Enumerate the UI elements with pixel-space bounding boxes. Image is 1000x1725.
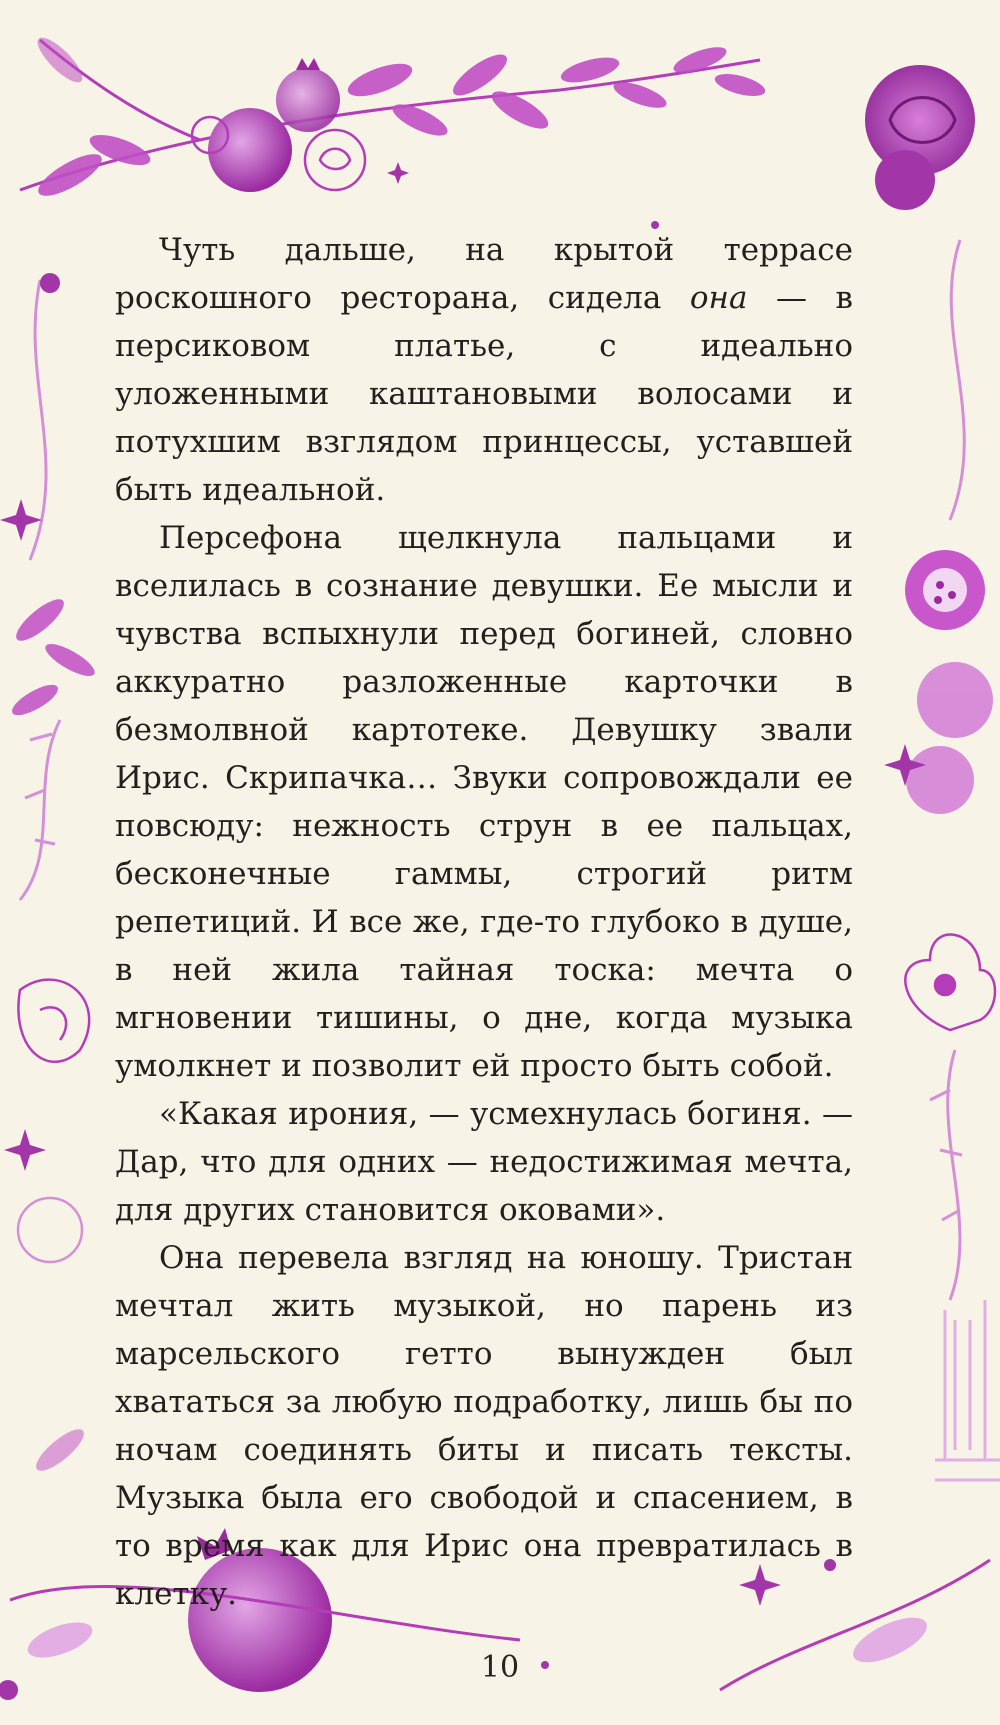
thorn-branch-icon <box>20 280 60 900</box>
leaf-branch-icon <box>20 40 760 190</box>
rose-icon <box>905 935 995 1030</box>
pomegranate-icon <box>208 58 340 192</box>
emphasis-word: она <box>689 280 748 316</box>
paragraph-4: Она перевела взгляд на юношу. Тристан мечтал жить музыкой, но парень из марсельского гетто вынужден был хвататься за любую подработку, лишь бы по ночам соединять биты и писать тексты. Музыка была его свободой и спасением, в то время как для Ирис она превратилась в клетку. <box>115 1240 853 1612</box>
paragraph-1: Чуть дальше, на крытой террасе роскошного ресторана, сидела она — в персиковом платье, с идеально уложенными каштановыми волосами и потухшим взглядом принцессы, уставшей быть идеальной. <box>115 232 853 508</box>
rose-icon <box>18 980 89 1262</box>
page-number: 10 <box>480 1650 520 1685</box>
paragraph-3: «Какая ирония, — усмехнулась богиня. — Дар, что для одних — недостижимая мечта, для других становится оковами». <box>115 1096 853 1228</box>
paragraph-2: Персефона щелкнула пальцами и вселилась в сознание девушки. Ее мысли и чувства вспыхнули перед богиней, словно аккуратно разложенные карточки в безмолвной картотеке. Девушку звали Ирис. Скрипачка… Звуки сопровождали ее повсюду: нежность струн в ее пальцах, бесконечные гаммы, строгий ритм репетиций. И все же, где-то глубоко в душе, в ней жила тайная тоска: мечта о мгновении тишины, о дне, когда музыка умолкнет и позволит ей просто быть собой. <box>115 520 853 1084</box>
body-text <box>115 226 853 1618</box>
ink-splatter-icon <box>906 662 993 814</box>
column-ruin-icon <box>935 1300 1000 1480</box>
pomegranate-icon <box>905 550 985 630</box>
rose-icon <box>865 65 975 210</box>
